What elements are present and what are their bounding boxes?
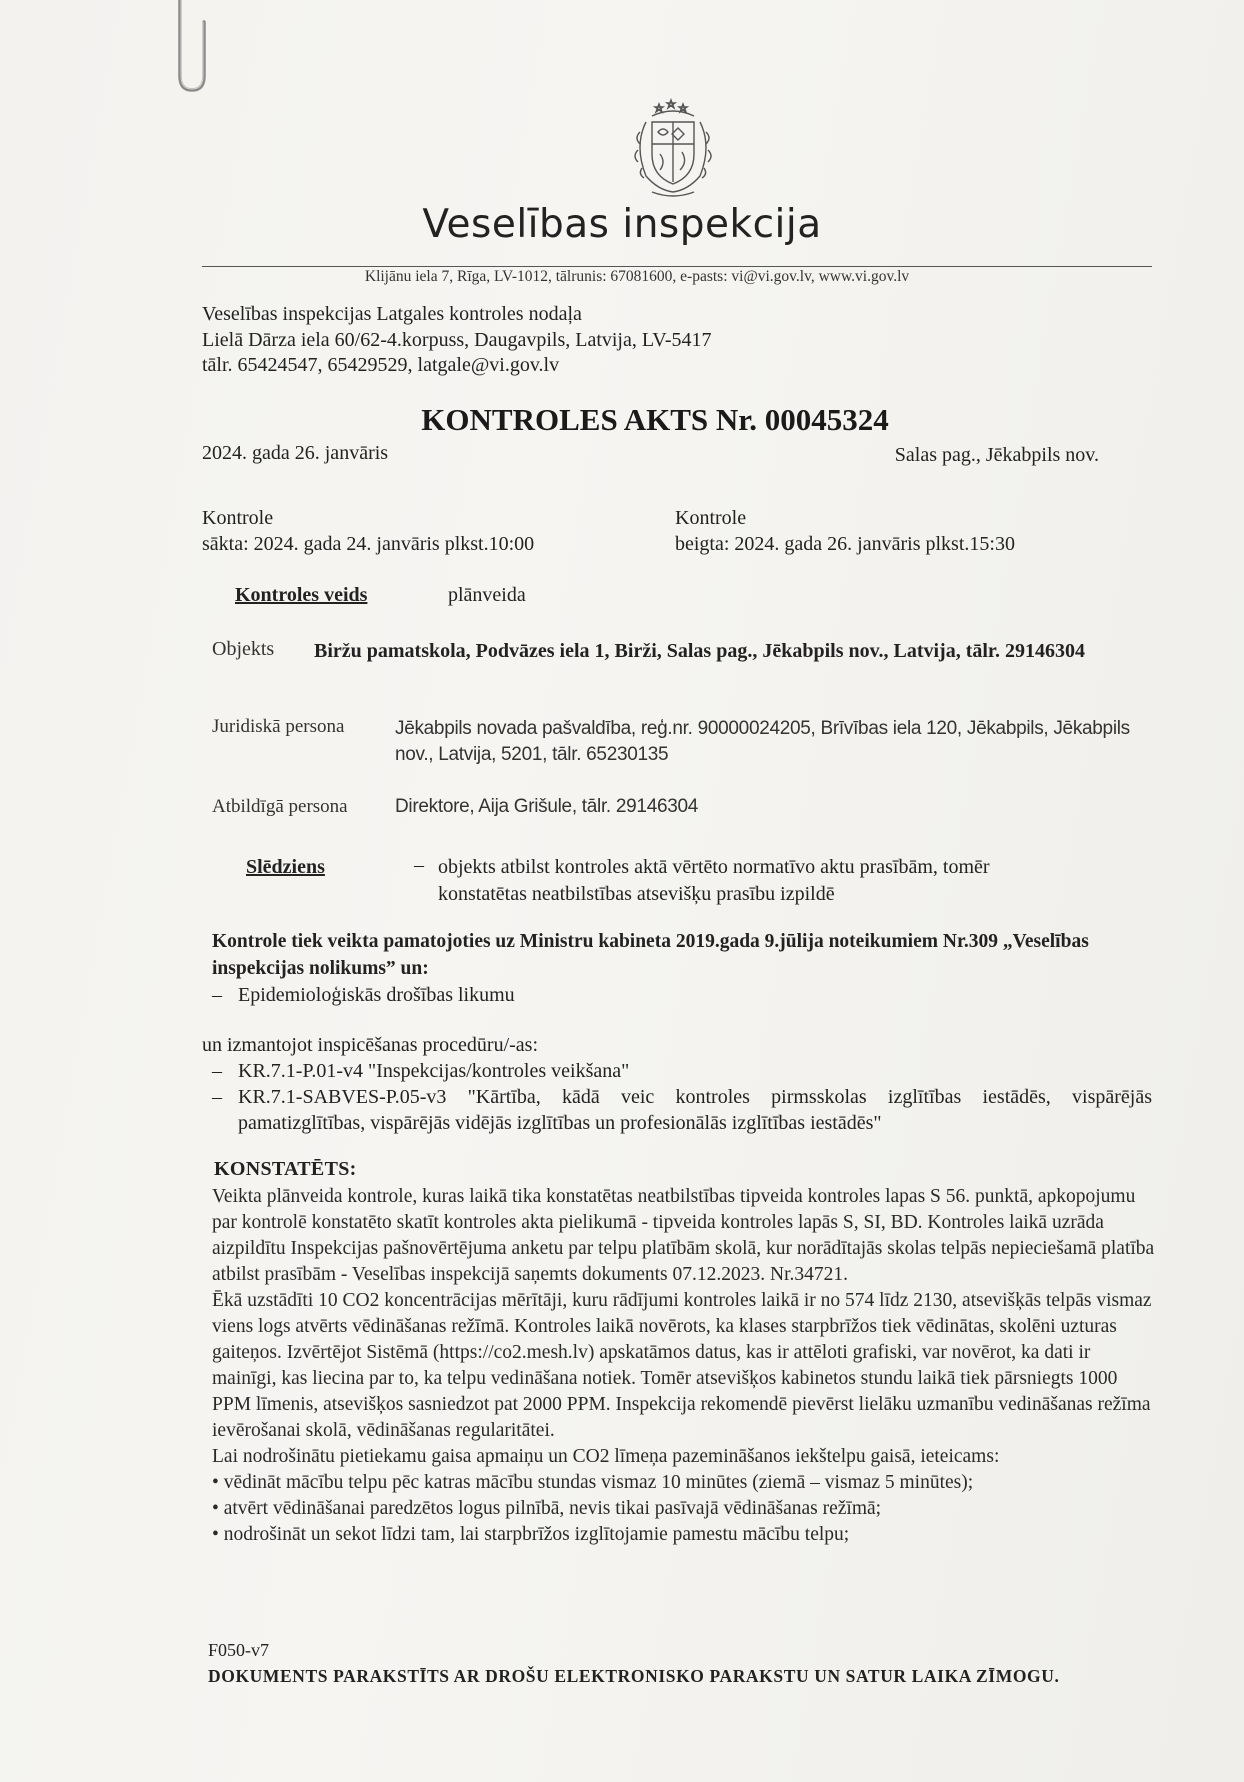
conclusion-value: objekts atbilst kontroles aktā vērtēto normatīvo aktu prasībām, tomēr konstatētas neatbilstības atsevišķu prasību izpildē <box>438 856 990 905</box>
list-dash: – <box>212 1086 222 1108</box>
control-type-label: Kontroles veids <box>235 584 368 606</box>
legal-basis-item: Epidemioloģiskās drošības likumu <box>238 984 515 1006</box>
organization-contacts: Klijānu iela 7, Rīga, LV-1012, tālrunis: 67081600, e-pasts: vi@vi.gov.lv, www.vi.gov.lv <box>364 268 910 285</box>
act-title: KONTROLES AKTS Nr. 00045324 <box>421 402 889 437</box>
list-item <box>212 1084 1152 1136</box>
organization-name: Veselības inspekcija <box>422 202 822 247</box>
control-end-label: Kontrole <box>675 507 747 529</box>
list-dash: – <box>212 984 222 1006</box>
procedure-item: KR.7.1-SABVES-P.05-v3 "Kārtība, kādā veic kontroles pirmsskolas izglītības iestādēs, vispārējās pamatizglītības, vispārējās vidējās izglītības un profesionālās izglītības iestādēs" <box>238 1086 1152 1134</box>
control-end <box>675 505 1015 557</box>
findings-paragraph: Veikta plānveida kontrole, kuras laikā tika konstatētas neatbilstības tipveida kontroles lapas S 56. punktā, apkopojumu par kontrolē konstatēto skatīt kontroles akta pielikumā - tipveida kontroles lapās S, SI, BD. Kontroles laikā uzrāda aizpildītu Inspekcijas pašnovērtējuma anketu par telpu platībām skolā, kur norādītajās skolas telpās nepieciešamā platība atbilst prasībām - Veselības inspekcijā saņemts dokuments 07.12.2023. Nr.34721. <box>212 1186 1155 1285</box>
control-type-value: plānveida <box>448 584 526 606</box>
object-value: Biržu pamatskola, Podvāzes iela 1, Birži, Salas pag., Jēkabpils nov., Latvija, tālr. 29146304 <box>314 640 1085 662</box>
act-date: 2024. gada 26. janvāris <box>202 442 389 464</box>
control-start-value: sākta: 2024. gada 24. janvāris plkst.10:00 <box>202 533 535 555</box>
paper-clip-icon <box>172 0 212 102</box>
recommendation-item: • atvērt vēdināšanai paredzētos logus pilnībā, nevis tikai pasīvajā vēdināšanas režīmā; <box>212 1498 882 1519</box>
list-item <box>212 1058 1152 1084</box>
recommendation-item: • nodrošināt un sekot līdzi tam, lai starpbrīžos izglītojamie pamestu mācību telpu; <box>212 1524 850 1545</box>
responsible-person-label: Atbildīgā persona <box>212 796 348 817</box>
act-place: Salas pag., Jēkabpils nov. <box>894 444 1099 466</box>
control-start <box>202 505 534 557</box>
list-item <box>212 982 515 1008</box>
signature-note: DOKUMENTS PARAKSTĪTS AR DROŠU ELEKTRONISKO PARAKSTU UN SATUR LAIKA ZĪMOGU. <box>208 1666 1060 1686</box>
coat-of-arms-icon <box>618 92 728 204</box>
findings-paragraph: Ēkā uzstādīti 10 CO2 koncentrācijas mērītāji, kuru rādījumi kontroles laikā ir no 574 līdz 2130, atsevišķās telpās vismaz viens logs atvērts vēdināšanas režīmā. Kontroles laikā novērots, ka klases starpbrīžos tiek vēdinātas, skolēni uzturas gaiteņos. Izvērtējot Sistēmā (https://co2.mesh.lv) apskatāmos datus, kas ir attēloti grafiski, var novērot, ka dati ir mainīgi, kas liecina par to, ka telpu vedināšana notiek. Tomēr atsevišķos kabinetos stundu laikā tiek pārsniegts 1000 PPM līmenis, atsevišķos sasniedzot pat 2000 PPM. Inspekcija rekomendē pievērst lielāku uzmanību vedināšanas režīma ievērošanai skolā, vēdināšanas regularitātei. <box>212 1290 1152 1441</box>
legal-person-value: Jēkabpils novada pašvaldība, reģ.nr. 90000024205, Brīvības iela 120, Jēkabpils, Jēkabpils nov., Latvija, 5201, tālr. 65230135 <box>395 718 1130 765</box>
conclusion-label: Slēdziens <box>246 856 325 878</box>
department-name: Veselības inspekcijas Latgales kontroles nodaļa <box>202 303 582 325</box>
control-start-label: Kontrole <box>202 507 274 529</box>
object-label: Objekts <box>212 638 275 660</box>
control-end-value: beigta: 2024. gada 26. janvāris plkst.15:30 <box>675 533 1015 555</box>
recommendation-item: • vēdināt mācību telpu pēc katras mācību stundas vismaz 10 minūtes (ziemā – vismaz 5 minūtes); <box>212 1472 974 1493</box>
procedure-item: KR.7.1-P.01-v4 "Inspekcijas/kontroles veikšana" <box>238 1060 630 1082</box>
header-divider <box>202 266 1152 267</box>
conclusion-dash: – <box>414 854 424 876</box>
department-block <box>202 302 712 379</box>
form-code: F050-v7 <box>208 1640 270 1660</box>
findings-paragraph: Lai nodrošinātu pietiekamu gaisa apmaiņu un CO2 līmeņa pazemināšanos iekštelpu gaisā, ieteicams: <box>212 1446 1000 1467</box>
responsible-person-value: Direktore, Aija Grišule, tālr. 29146304 <box>395 796 699 817</box>
procedures-intro: un izmantojot inspicēšanas procedūru/-as: <box>202 1034 539 1056</box>
legal-person-label: Juridiskā persona <box>212 716 345 737</box>
department-address: Lielā Dārza iela 60/62-4.korpuss, Daugavpils, Latvija, LV-5417 <box>202 328 712 351</box>
findings-body <box>212 1184 1158 1548</box>
department-phone: tālr. 65424547, 65429529, latgale@vi.gov.lv <box>202 354 560 376</box>
findings-heading: KONSTATĒTS: <box>214 1158 357 1180</box>
procedures-list <box>212 1058 1152 1136</box>
legal-basis-list <box>212 982 515 1008</box>
list-dash: – <box>212 1060 222 1082</box>
legal-basis-text: Kontrole tiek veikta pamatojoties uz Ministru kabineta 2019.gada 9.jūlija noteikumiem Nr.309 „Veselības inspekcijas nolikums” un: <box>212 931 1089 979</box>
